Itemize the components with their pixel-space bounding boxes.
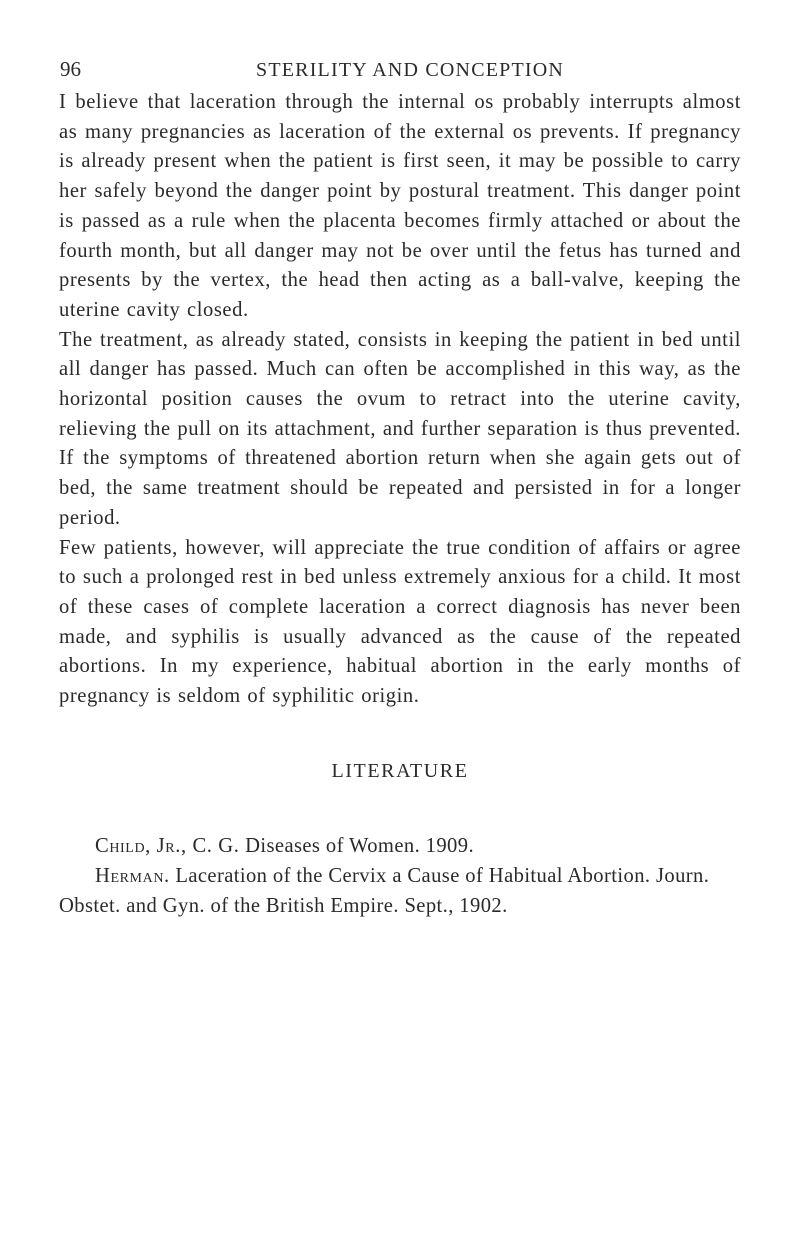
paragraph-3: Few patients, however, will appreciate the true condition of affairs or agree to such a prolonged rest in bed unless extremely anxious for a child. It most of these cases of complete laceration a correct diagnosis has never been made, and syphilis is usually advanced as the cause of the repeated abortions. In my experience, habitual abortion in the early months of pregnancy is seldom of syphilitic origin. xyxy=(59,536,741,708)
paragraph-2: The treatment, as already stated, consists in keeping the patient in bed until all danger has passed. Much can often be accomplished in this way, as the horizontal position causes the ovum to retract into the uterine cavity, relieving the pull on its attachment, and further separation is thus prevented. If the symptoms of threatened abortion return when she again gets out of bed, the same treatment should be repeated and persisted in for a longer period. xyxy=(59,328,741,529)
body-text xyxy=(59,88,741,712)
reference-text: Diseases of Women. 1909. xyxy=(245,835,475,857)
reference-list xyxy=(59,831,749,921)
page-number: 96 xyxy=(60,57,81,81)
literature-heading: LITERATURE xyxy=(331,760,469,782)
reference-item xyxy=(59,861,749,921)
reference-author: Herman. xyxy=(95,865,170,887)
reference-author: Child, Jr., C. G. xyxy=(95,835,240,857)
reference-text: Laceration of the Cervix a Cause of Habitual Abortion. Journ. Obstet. and Gyn. of the British Empire. Sept., 1902. xyxy=(59,865,710,917)
running-head: STERILITY AND CONCEPTION xyxy=(256,59,565,81)
reference-item xyxy=(59,831,749,861)
paragraph-1: I believe that laceration through the internal os probably interrupts almost as many pregnancies as laceration of the external os prevents. If pregnancy is already present when the patient is first seen, it may be possible to carry her safely beyond the danger point by postural treatment. This danger point is passed as a rule when the placenta becomes firmly attached or about the fourth month, but all danger may not be over until the fetus has turned and presents by the vertex, the head then acting as a ball-valve, keeping the uterine cavity closed. xyxy=(59,91,741,321)
